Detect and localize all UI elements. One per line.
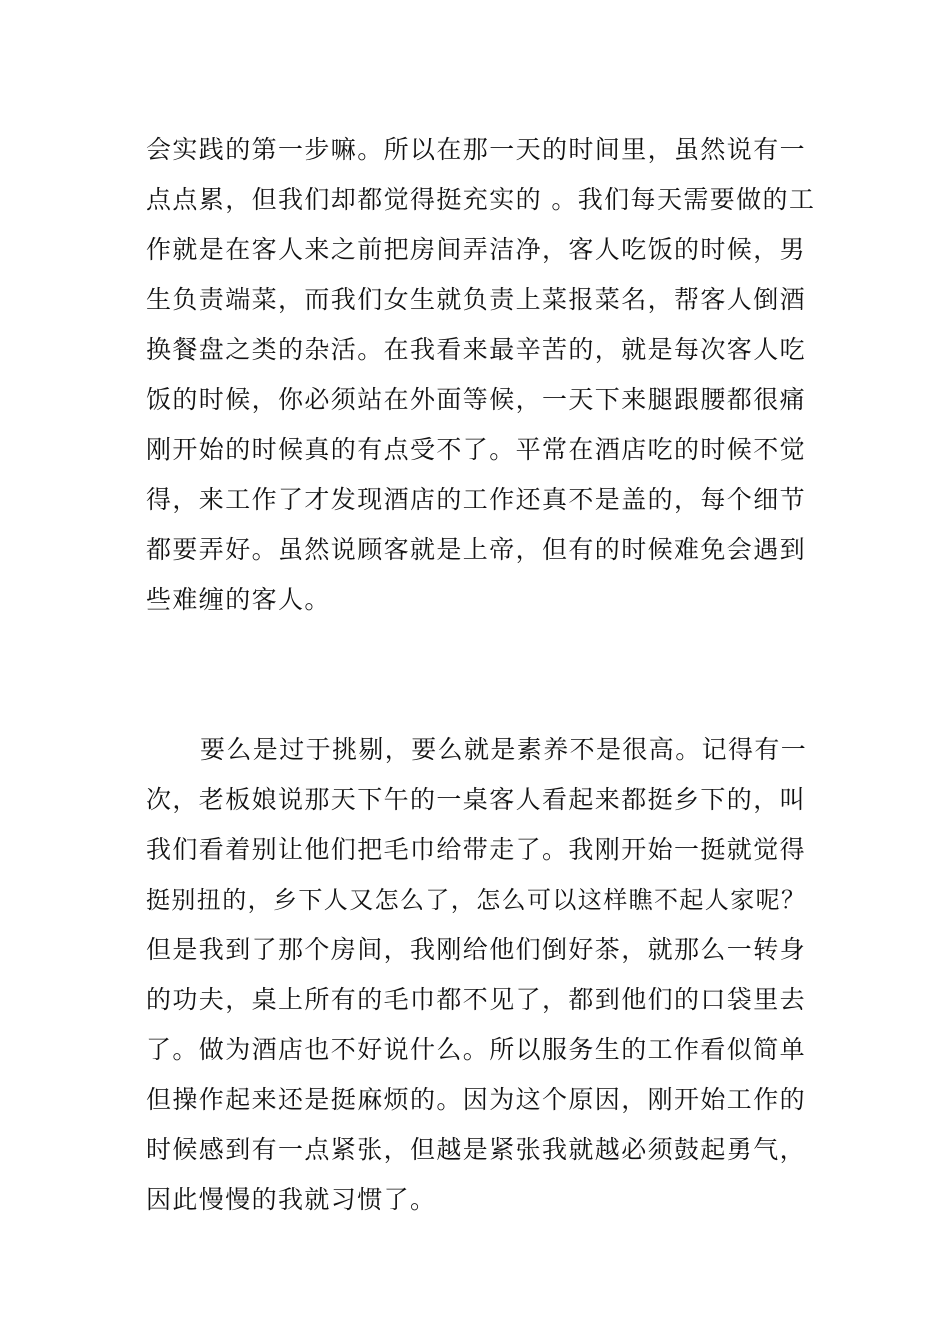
paragraph-2-line-1: 要么是过于挑剔，要么就是素养不是很高。记得有一 — [200, 735, 808, 764]
paragraph-1-line-9: 都要弄好。虽然说顾客就是上帝，但有的时候难免会遇到 — [146, 535, 807, 564]
paragraph-2-line-8: 但操作起来还是挺麻烦的。因为这个原因，刚开始工作的 — [146, 1085, 807, 1114]
paragraph-2-line-2: 次，老板娘说那天下午的一桌客人看起来都挺乡下的，叫 — [146, 785, 807, 814]
paragraph-2-line-7: 了。做为酒店也不好说什么。所以服务生的工作看似简单 — [146, 1035, 807, 1064]
paragraph-2-line-6: 的功夫，桌上所有的毛巾都不见了，都到他们的口袋里去 — [146, 985, 807, 1014]
paragraph-2-line-9: 时候感到有一点紧张，但越是紧张我就越必须鼓起勇气， — [146, 1135, 807, 1164]
paragraph-1-line-2: 点点累，但我们却都觉得挺充实的 。我们每天需要做的工 — [146, 185, 816, 214]
paragraph-1-line-6: 饭的时候，你必须站在外面等候，一天下来腿跟腰都很痛 — [146, 385, 807, 414]
paragraph-1-line-4: 生负责端菜，而我们女生就负责上菜报菜名，帮客人倒酒 — [146, 285, 807, 314]
paragraph-2-line-10: 因此慢慢的我就习惯了。 — [146, 1185, 437, 1214]
paragraph-1-line-1: 会实践的第一步嘛。所以在那一天的时间里，虽然说有一 — [146, 135, 807, 164]
paragraph-1-line-10: 些难缠的客人。 — [146, 585, 331, 614]
paragraph-2-line-5: 但是我到了那个房间，我刚给他们倒好茶，就那么一转身 — [146, 935, 807, 964]
paragraph-1-line-3: 作就是在客人来之前把房间弄洁净，客人吃饭的时候，男 — [146, 235, 807, 264]
paragraph-1-line-5: 换餐盘之类的杂活。在我看来最辛苦的，就是每次客人吃 — [146, 335, 807, 364]
paragraph-1-line-8: 得，来工作了才发现酒店的工作还真不是盖的，每个细节 — [146, 485, 807, 514]
paragraph-2-line-4: 挺别扭的，乡下人又怎么了，怎么可以这样瞧不起人家呢？ — [146, 886, 807, 914]
paragraph-2-line-3: 我们看着别让他们把毛巾给带走了。我刚开始一挺就觉得 — [146, 835, 807, 864]
paragraph-1-line-7: 刚开始的时候真的有点受不了。平常在酒店吃的时候不觉 — [146, 435, 807, 464]
